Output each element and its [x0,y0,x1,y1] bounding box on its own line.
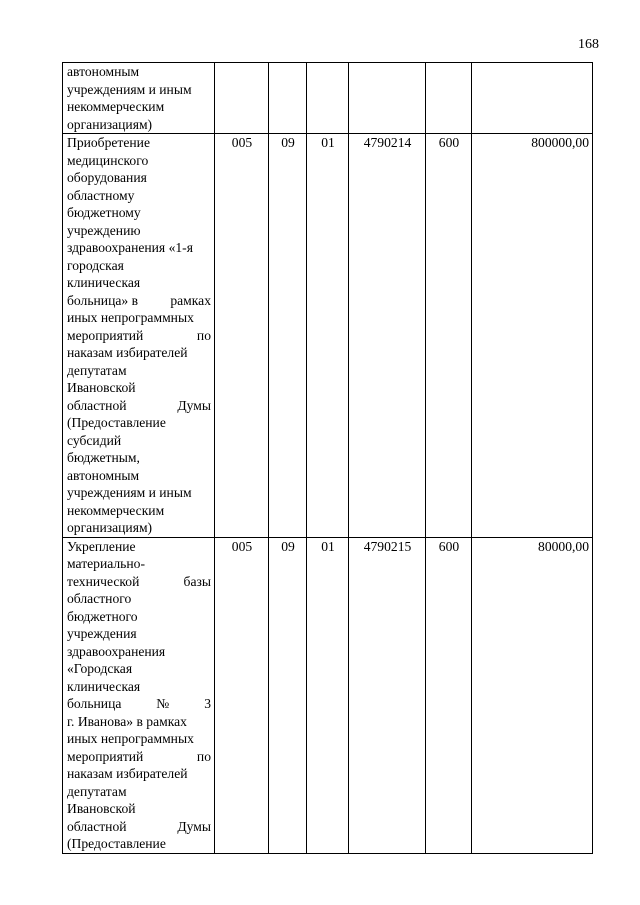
expense-name-line: Ивановской [67,801,136,816]
expense-name-word: больница [67,696,122,711]
expense-name-line [67,327,211,345]
expense-name-line: иных непрограммных [67,731,194,746]
expense-name-line: бюджетного [67,608,138,624]
expense-name-word: рамках [170,292,211,308]
section-code-cell [269,63,307,134]
expense-name-line: организациям) [67,520,153,535]
expense-name-line: Укрепление [67,538,136,554]
expense-name-line: здравоохранения [67,643,166,659]
expense-name-line: медицинского [67,152,149,168]
expense-name-line: некоммерческим [67,99,165,114]
expense-name-word: мероприятий [67,327,144,343]
expense-name-word: по [196,748,211,764]
expense-name-word: № [156,696,170,711]
subsection-code-cell: 01 [307,134,349,538]
expense-name-line: «Городская [67,661,133,676]
expense-name-line: клиническая [67,678,141,694]
expense-name-line: клиническая [67,275,141,290]
target-article-cell: 4790215 [349,537,426,853]
expense-name-line: Ивановской [67,380,136,395]
subsection-code-cell [307,63,349,134]
expense-name-line: депутатам [67,783,127,799]
expense-name-line: Приобретение [67,135,150,150]
expense-type-cell: 600 [426,537,472,853]
amount-cell [472,63,593,134]
expense-name-line: депутатам [67,362,127,378]
expense-name-line: областного [67,591,132,606]
expense-name-word: 3 [204,696,211,711]
expense-name-line: (Предоставление [67,415,166,430]
page-number: 168 [578,37,599,52]
expense-name-line [67,292,211,310]
expense-name-line [67,748,211,766]
expense-type-cell: 600 [426,134,472,538]
ved-code-cell: 005 [215,537,269,853]
section-code-cell: 09 [269,537,307,853]
expense-name-line: иных непрограммных [67,310,194,325]
table-row [63,537,593,853]
subsection-code-cell: 01 [307,537,349,853]
expense-name-word: технической [67,573,140,589]
expense-name-line: субсидий [67,432,122,448]
expense-name-line: некоммерческим [67,502,165,518]
expense-name-line: учреждению [67,222,141,238]
expense-name-line: г. Иванова» в рамках [67,713,187,729]
budget-table [62,62,593,854]
expense-name-line [67,573,211,591]
expense-name-line: учреждения [67,626,137,641]
expense-name-line [67,695,211,713]
expense-name-word: по [196,327,211,343]
expense-name-line: наказам избирателей [67,766,188,781]
expense-name-word: Думы [177,397,211,413]
expense-name-line: наказам избирателей [67,345,188,360]
expense-name-line: (Предоставление [67,836,166,851]
expense-name-line: учреждениям и иным [67,81,192,97]
ved-code-cell [215,63,269,134]
expense-name-line: оборудования [67,170,147,185]
section-code-cell: 09 [269,134,307,538]
expense-name-line: материально- [67,556,145,571]
target-article-cell: 4790214 [349,134,426,538]
target-article-cell [349,63,426,134]
expense-name-word: мероприятий [67,748,144,764]
expense-name-line: учреждениям и иным [67,485,192,500]
expense-name-line [67,397,211,415]
expense-name-word: областной [67,818,127,834]
expense-name-word: базы [183,573,211,589]
expense-name-line: областному [67,187,135,203]
expense-name-line: автономным [67,467,140,483]
expense-name-line: организациям) [67,116,153,132]
expense-name-word: больница» в [67,292,138,308]
expense-name-word: Думы [177,818,211,834]
amount-cell: 80000,00 [472,537,593,853]
ved-code-cell: 005 [215,134,269,538]
expense-name-line [67,818,211,836]
table-row [63,63,593,134]
expense-name-line: городская [67,257,124,273]
expense-name-cell [63,63,215,134]
expense-name-cell [63,134,215,538]
amount-cell: 800000,00 [472,134,593,538]
expense-name-line: автономным [67,64,140,79]
expense-name-line: бюджетным, [67,450,140,465]
expense-name-cell [63,537,215,853]
expense-type-cell [426,63,472,134]
expense-name-word: областной [67,397,127,413]
expense-name-line: здравоохранения «1-я [67,240,193,255]
expense-name-line: бюджетному [67,205,141,220]
table-row [63,134,593,538]
